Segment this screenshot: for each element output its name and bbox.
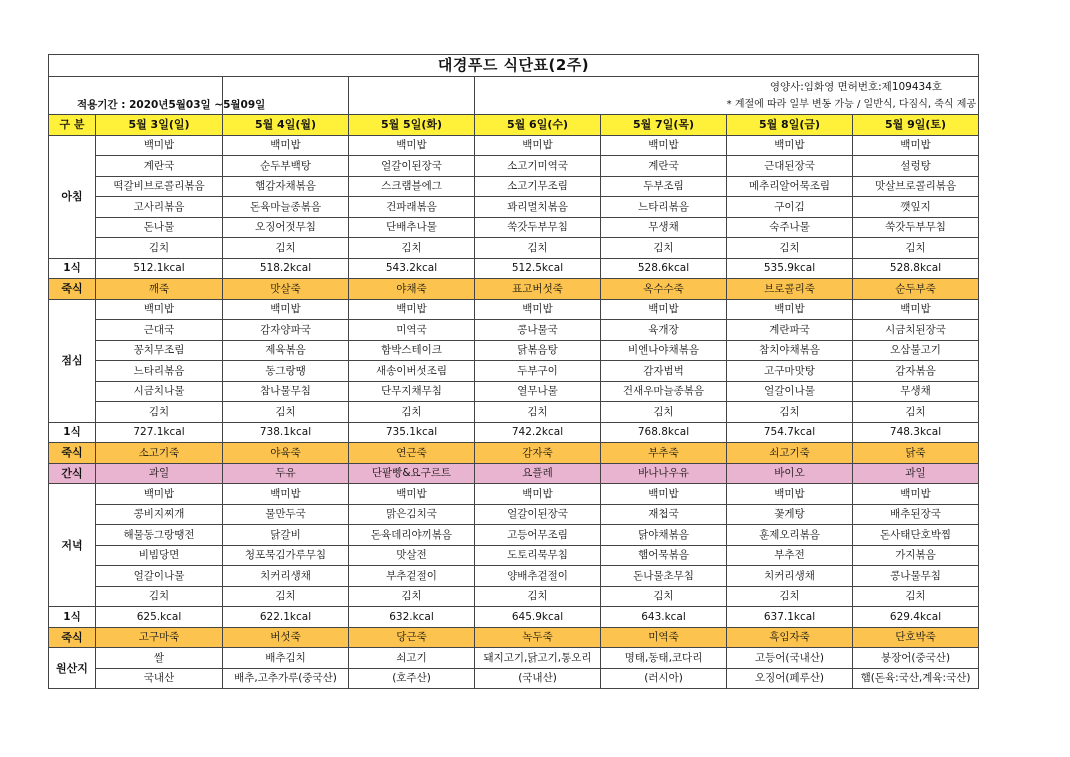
menu-item: 백미밥 [96,135,223,156]
menu-item: 백미밥 [349,484,475,505]
menu-item: 근대된장국 [727,156,853,177]
origin-item: 햄(돈육:국산,계육:국산) [853,668,979,689]
menu-item: 맛살전 [349,545,475,566]
menu-item: 스크램블에그 [349,176,475,197]
dinner-menu-row [49,566,979,587]
menu-item: 감자볶음 [853,361,979,382]
menu-item: 참치야채볶음 [727,340,853,361]
breakfast-menu-row [49,135,979,156]
menu-item: 꽈리멸치볶음 [475,197,601,218]
kcal-value: 535.9kcal [727,258,853,279]
menu-item: 비엔나야채볶음 [601,340,727,361]
menu-item: 콩나물국 [475,320,601,341]
day-header: 5월 9일(토) [853,115,979,136]
menu-item: 김치 [475,238,601,259]
menu-item: 치커리생채 [223,566,349,587]
lunch-kcal-row [49,422,979,443]
snack-row [49,463,979,484]
category-header: 구 분 [49,115,96,136]
kcal-value: 727.1kcal [96,422,223,443]
menu-item: 오삼불고기 [853,340,979,361]
day-header: 5월 7일(목) [601,115,727,136]
menu-item: 제육볶음 [223,340,349,361]
menu-item: 햄어묵볶음 [601,545,727,566]
juk-item: 고구마죽 [96,627,223,648]
kcal-value: 512.5kcal [475,258,601,279]
apply-period: 적용기간 : 2020년5월03일 ~5월09일 [49,97,223,115]
menu-item: 백미밥 [349,299,475,320]
menu-item: 훈제오리볶음 [727,525,853,546]
menu-item: 무생채 [853,381,979,402]
menu-item: 백미밥 [96,299,223,320]
menu-item: 느타리볶음 [601,197,727,218]
dinner-kcal-row [49,607,979,628]
snack-item: 과일 [96,463,223,484]
snack-item: 두유 [223,463,349,484]
origin-item: 명태,동태,코다리 [601,648,727,669]
origin-item: 쌀 [96,648,223,669]
menu-item: 백미밥 [853,484,979,505]
breakfast-juk-row [49,279,979,300]
menu-item: 물만두국 [223,504,349,525]
menu-item: 해물동그랑땡전 [96,525,223,546]
menu-item: 백미밥 [853,299,979,320]
menu-item: 백미밥 [349,135,475,156]
menu-item: 김치 [475,586,601,607]
menu-item: 김치 [601,402,727,423]
menu-item: 햄감자채볶음 [223,176,349,197]
menu-item: 김치 [223,402,349,423]
menu-item: 감자양파국 [223,320,349,341]
origin-item: (호주산) [349,668,475,689]
menu-item: 백미밥 [727,484,853,505]
menu-item: 구이김 [727,197,853,218]
origin-item: 고등어(국내산) [727,648,853,669]
menu-item: 김치 [475,402,601,423]
juk-label: 죽식 [49,443,96,464]
menu-item: 건새우마늘종볶음 [601,381,727,402]
lunch-menu-row [49,402,979,423]
menu-item: 단배추나물 [349,217,475,238]
lunch-menu-row [49,381,979,402]
juk-item: 닭죽 [853,443,979,464]
menu-item: 김치 [727,586,853,607]
kcal-value: 748.3kcal [853,422,979,443]
kcal-value: 742.2kcal [475,422,601,443]
lunch-menu-row [49,361,979,382]
breakfast-menu-row [49,176,979,197]
breakfast-label: 아침 [49,135,96,258]
juk-item: 흑임자죽 [727,627,853,648]
menu-item: 부추겉절이 [349,566,475,587]
kcal-label: 1식 [49,607,96,628]
origin-item: 국내산 [96,668,223,689]
menu-item: 쑥갓두부무침 [853,217,979,238]
menu-item: 단무지채무침 [349,381,475,402]
day-header: 5월 6일(수) [475,115,601,136]
menu-item: 백미밥 [96,484,223,505]
kcal-value: 528.8kcal [853,258,979,279]
menu-item: 미역국 [349,320,475,341]
snack-item: 과일 [853,463,979,484]
menu-item: 백미밥 [223,135,349,156]
kcal-value: 625.kcal [96,607,223,628]
menu-item: 건파래볶음 [349,197,475,218]
menu-item: 꽃게탕 [727,504,853,525]
menu-item: 얼갈이나물 [727,381,853,402]
kcal-value: 528.6kcal [601,258,727,279]
kcal-value: 637.1kcal [727,607,853,628]
dinner-menu-row [49,504,979,525]
menu-item: 돈육마늘종볶음 [223,197,349,218]
snack-item: 바나나우유 [601,463,727,484]
menu-item: 백미밥 [475,135,601,156]
menu-item: 얼갈이된장국 [349,156,475,177]
juk-item: 옥수수죽 [601,279,727,300]
juk-item: 깨죽 [96,279,223,300]
snack-item: 단팥빵&요구르트 [349,463,475,484]
menu-item: 동그랑땡 [223,361,349,382]
snack-item: 바이오 [727,463,853,484]
menu-item: 청포묵김가루무침 [223,545,349,566]
kcal-value: 622.1kcal [223,607,349,628]
menu-item: 백미밥 [601,299,727,320]
juk-item: 감자죽 [475,443,601,464]
menu-item: 얼갈이된장국 [475,504,601,525]
menu-item: 김치 [853,238,979,259]
menu-item: 얼갈이나물 [96,566,223,587]
page-title: 대경푸드 식단표(2주) [49,55,979,77]
menu-item: 백미밥 [727,135,853,156]
breakfast-menu-row [49,156,979,177]
juk-item: 맛살죽 [223,279,349,300]
origin-item: 배추,고추가루(중국산) [223,668,349,689]
menu-item: 돈나물 [96,217,223,238]
menu-item: 계란파국 [727,320,853,341]
menu-item: 김치 [96,238,223,259]
menu-item: 메추리알어묵조림 [727,176,853,197]
menu-item: 시금치나물 [96,381,223,402]
dinner-menu-row [49,484,979,505]
menu-item: 김치 [601,586,727,607]
snack-label: 간식 [49,463,96,484]
day-header: 5월 8일(금) [727,115,853,136]
menu-item: 김치 [601,238,727,259]
breakfast-menu-row [49,217,979,238]
menu-item: 김치 [349,402,475,423]
menu-item: 백미밥 [223,484,349,505]
kcal-value: 512.1kcal [96,258,223,279]
dietitian-info: 영양사:임화영 면허번호:제109434호 [475,77,979,97]
juk-item: 연근죽 [349,443,475,464]
menu-item: 김치 [853,586,979,607]
snack-item: 요플레 [475,463,601,484]
juk-item: 표고버섯죽 [475,279,601,300]
juk-item: 부추죽 [601,443,727,464]
origin-row [49,648,979,669]
menu-item: 맑은김치국 [349,504,475,525]
menu-item: 김치 [349,586,475,607]
menu-item: 부추전 [727,545,853,566]
menu-item: 함박스테이크 [349,340,475,361]
menu-item: 김치 [223,586,349,607]
menu-item: 돈육데리야끼볶음 [349,525,475,546]
juk-item: 브로콜리죽 [727,279,853,300]
info-row [49,77,979,97]
menu-item: 백미밥 [475,484,601,505]
kcal-value: 754.7kcal [727,422,853,443]
juk-item: 순두부죽 [853,279,979,300]
menu-item: 김치 [727,402,853,423]
menu-item: 무생채 [601,217,727,238]
menu-item: 닭볶음탕 [475,340,601,361]
dinner-label: 저녁 [49,484,96,607]
dinner-juk-row [49,627,979,648]
menu-item: 도토리묵무침 [475,545,601,566]
juk-item: 녹두죽 [475,627,601,648]
origin-item: 돼지고기,닭고기,통오리 [475,648,601,669]
kcal-value: 632.kcal [349,607,475,628]
kcal-label: 1식 [49,422,96,443]
menu-item: 가지볶음 [853,545,979,566]
dinner-menu-row [49,545,979,566]
juk-item: 소고기죽 [96,443,223,464]
kcal-value: 645.9kcal [475,607,601,628]
menu-item: 떡갈비브로콜리볶음 [96,176,223,197]
day-header: 5월 5일(화) [349,115,475,136]
juk-item: 야채죽 [349,279,475,300]
kcal-value: 629.4kcal [853,607,979,628]
menu-item: 순두부백탕 [223,156,349,177]
menu-item: 백미밥 [601,135,727,156]
breakfast-menu-row [49,197,979,218]
juk-item: 야육죽 [223,443,349,464]
lunch-menu-row [49,299,979,320]
origin-label: 원산지 [49,648,96,689]
menu-item: 소고기무조림 [475,176,601,197]
menu-item: 열무나물 [475,381,601,402]
origin-item: 붕장어(중국산) [853,648,979,669]
day-header: 5월 3일(일) [96,115,223,136]
origin-item: 배추김치 [223,648,349,669]
kcal-label: 1식 [49,258,96,279]
day-header: 5월 4일(월) [223,115,349,136]
menu-item: 돈나물초무침 [601,566,727,587]
lunch-label: 점심 [49,299,96,422]
kcal-value: 768.8kcal [601,422,727,443]
menu-item: 쑥갓두부무침 [475,217,601,238]
menu-item: 육개장 [601,320,727,341]
menu-item: 양배추겉절이 [475,566,601,587]
menu-item: 콩비지찌개 [96,504,223,525]
menu-item: 계란국 [601,156,727,177]
menu-item: 치커리생채 [727,566,853,587]
menu-item: 돈사태단호박찜 [853,525,979,546]
dinner-menu-row [49,586,979,607]
lunch-menu-row [49,340,979,361]
menu-item: 김치 [349,238,475,259]
juk-item: 당근죽 [349,627,475,648]
period-row [49,97,979,115]
menu-sheet [48,54,978,689]
menu-item: 감자범벅 [601,361,727,382]
menu-item: 백미밥 [601,484,727,505]
menu-item: 백미밥 [853,135,979,156]
origin-item: 오징어(페루산) [727,668,853,689]
menu-item: 꽁치무조림 [96,340,223,361]
breakfast-menu-row [49,238,979,259]
menu-table [48,54,979,689]
origin-item: (국내산) [475,668,601,689]
origin-item: 쇠고기 [349,648,475,669]
menu-item: 계란국 [96,156,223,177]
menu-item: 백미밥 [475,299,601,320]
kcal-value: 738.1kcal [223,422,349,443]
kcal-value: 643.kcal [601,607,727,628]
menu-item: 시금치된장국 [853,320,979,341]
origin-item: (러시아) [601,668,727,689]
menu-item: 닭야채볶음 [601,525,727,546]
menu-item: 배추된장국 [853,504,979,525]
menu-item: 두부구이 [475,361,601,382]
menu-item: 근대국 [96,320,223,341]
menu-item: 김치 [96,402,223,423]
menu-item: 백미밥 [223,299,349,320]
menu-item: 재첩국 [601,504,727,525]
menu-item: 김치 [96,586,223,607]
menu-item: 닭갈비 [223,525,349,546]
menu-note: * 계절에 따라 일부 변동 가능 / 일반식, 다짐식, 죽식 제공 [475,97,979,115]
menu-item: 설렁탕 [853,156,979,177]
menu-item: 두부조림 [601,176,727,197]
juk-item: 버섯죽 [223,627,349,648]
juk-item: 미역죽 [601,627,727,648]
menu-item: 새송이버섯조림 [349,361,475,382]
menu-item: 소고기미역국 [475,156,601,177]
menu-item: 깻잎지 [853,197,979,218]
kcal-value: 543.2kcal [349,258,475,279]
menu-item: 김치 [223,238,349,259]
kcal-value: 518.2kcal [223,258,349,279]
origin-row [49,668,979,689]
menu-item: 백미밥 [727,299,853,320]
juk-label: 죽식 [49,627,96,648]
menu-item: 콩나물무침 [853,566,979,587]
dinner-menu-row [49,525,979,546]
title-row [49,55,979,77]
menu-item: 참나물무침 [223,381,349,402]
juk-label: 죽식 [49,279,96,300]
menu-item: 비빔당면 [96,545,223,566]
lunch-menu-row [49,320,979,341]
lunch-juk-row [49,443,979,464]
menu-item: 김치 [853,402,979,423]
juk-item: 단호박죽 [853,627,979,648]
juk-item: 쇠고기죽 [727,443,853,464]
menu-body [49,55,979,689]
kcal-value: 735.1kcal [349,422,475,443]
menu-item: 오징어젓무침 [223,217,349,238]
menu-item: 김치 [727,238,853,259]
menu-item: 숙주나물 [727,217,853,238]
menu-item: 고구마맛탕 [727,361,853,382]
breakfast-kcal-row [49,258,979,279]
menu-item: 느타리볶음 [96,361,223,382]
menu-item: 고사리볶음 [96,197,223,218]
menu-item: 맛살브로콜리볶음 [853,176,979,197]
menu-item: 고등어무조림 [475,525,601,546]
day-header-row [49,115,979,136]
